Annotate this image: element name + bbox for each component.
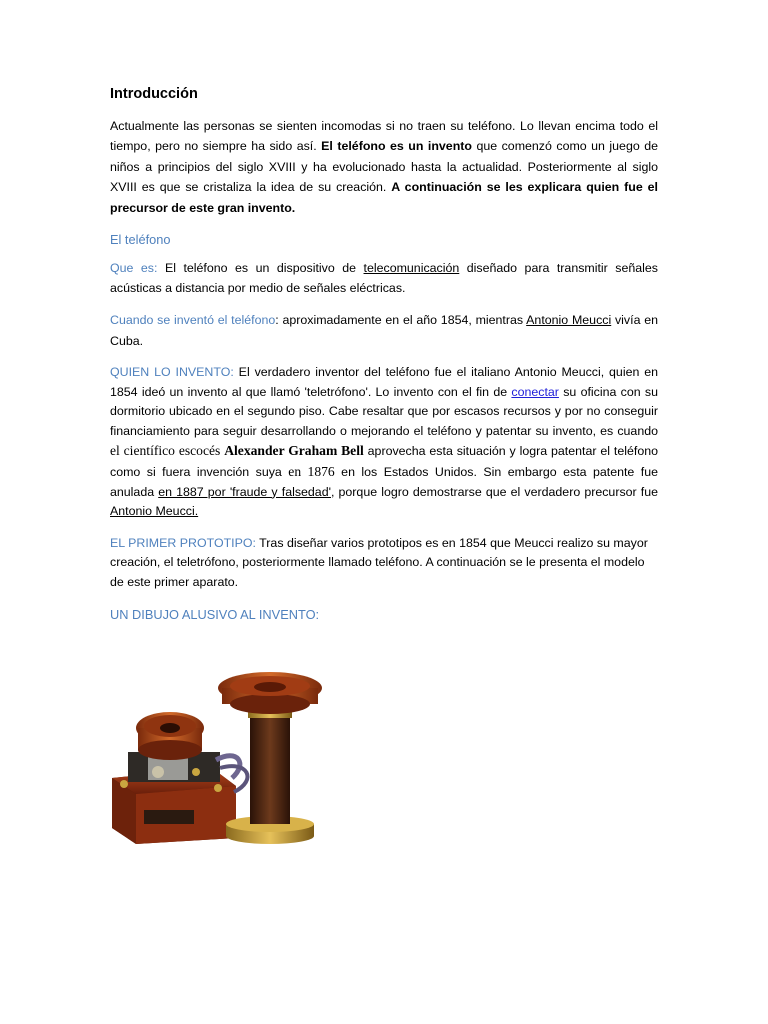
quien-text-4: en los Estados Unidos. Sin embargo esta patente fue anulada bbox=[110, 465, 658, 499]
dibujo-heading: UN DIBUJO ALUSIVO AL INVENTO: bbox=[110, 606, 320, 622]
telecomunicacion-link[interactable]: telecomunicación bbox=[363, 261, 460, 276]
prototipo-paragraph bbox=[110, 534, 658, 593]
que-es-text-2: diseñado para transmitir señales acústicas a distancia por medio de señales eléctricas. bbox=[110, 261, 658, 295]
teletrofono-image bbox=[108, 668, 336, 846]
quien-text: El verdadero inventor del teléfono fue el italiano Antonio Meucci, quien en 1854 ideó un invento al que llamó 'teletrófono'. Lo invento con el fin de bbox=[110, 365, 659, 399]
prototipo-label: EL PRIMER PROTOTIPO: bbox=[110, 535, 256, 550]
que-es-text: El teléfono es un dispositivo de bbox=[157, 261, 364, 276]
section-heading-telefono: El teléfono bbox=[110, 232, 171, 248]
quien-text-3: aprovecha esta situación y logra patentar el teléfono como si fuera invención suya bbox=[110, 444, 658, 479]
cuando-text: : aproximadamente en el año 1854, mientras bbox=[275, 313, 527, 328]
intro-bold-conclusion: A continuación se les explicara quien fue el precursor de este gran invento. bbox=[110, 180, 658, 215]
intro-text: Actualmente las personas se sienten incomodas si no traen su teléfono. Lo llevan encima todo el tiempo, pero no siempre ha sido así. bbox=[110, 119, 658, 154]
meucci-link-2[interactable]: Antonio Meucci. bbox=[110, 504, 199, 519]
quien-year-1876: en 1876 bbox=[288, 464, 335, 479]
quien-paragraph bbox=[110, 363, 658, 522]
intro-text-2: que comenzó como un juego de niños a principios del siglo XVIII y ha evolucionado hasta la actualidad. Posteriormente al siglo XVIII es que se cristaliza la idea de su creación. bbox=[110, 139, 658, 195]
cuando-paragraph bbox=[110, 310, 658, 351]
fraude-link[interactable]: en 1887 por 'fraude y falsedad' bbox=[158, 484, 331, 499]
bell-name: Alexander Graham Bell bbox=[224, 443, 364, 459]
quien-serif-text: el científico escocés bbox=[110, 443, 225, 459]
quien-label: QUIEN LO INVENTO: bbox=[110, 365, 234, 380]
conectar-link[interactable]: conectar bbox=[511, 384, 559, 399]
intro-paragraph bbox=[110, 116, 658, 218]
page-title: Introducción bbox=[110, 86, 198, 102]
que-es-label: Que es: bbox=[110, 261, 158, 276]
quien-text-5: , porque logro demostrarse que el verdadero precursor fue bbox=[330, 484, 659, 499]
cuando-text-2: vivía en Cuba. bbox=[110, 313, 659, 348]
quien-text-2: su oficina con su dormitorio ubicado en el segundo piso. Cabe resaltar que por escasos recursos y por no conseguir financiamiento para seguir desarrollando o mejorando el teléfono y patentar su invento, es cuando bbox=[110, 384, 658, 438]
meucci-link[interactable]: Antonio Meucci bbox=[526, 313, 612, 328]
intro-bold-text: El teléfono es un invento bbox=[321, 139, 472, 154]
prototipo-text: Tras diseñar varios prototipos es en 1854 que Meucci realizo su mayor creación, el teletrófono, posteriormente llamado teléfono. A continuación se le presenta el modelo de este primer aparato. bbox=[110, 535, 648, 589]
que-es-paragraph bbox=[110, 259, 658, 298]
cuando-label: Cuando se inventó el teléfono bbox=[110, 313, 276, 328]
document-page bbox=[110, 86, 658, 634]
